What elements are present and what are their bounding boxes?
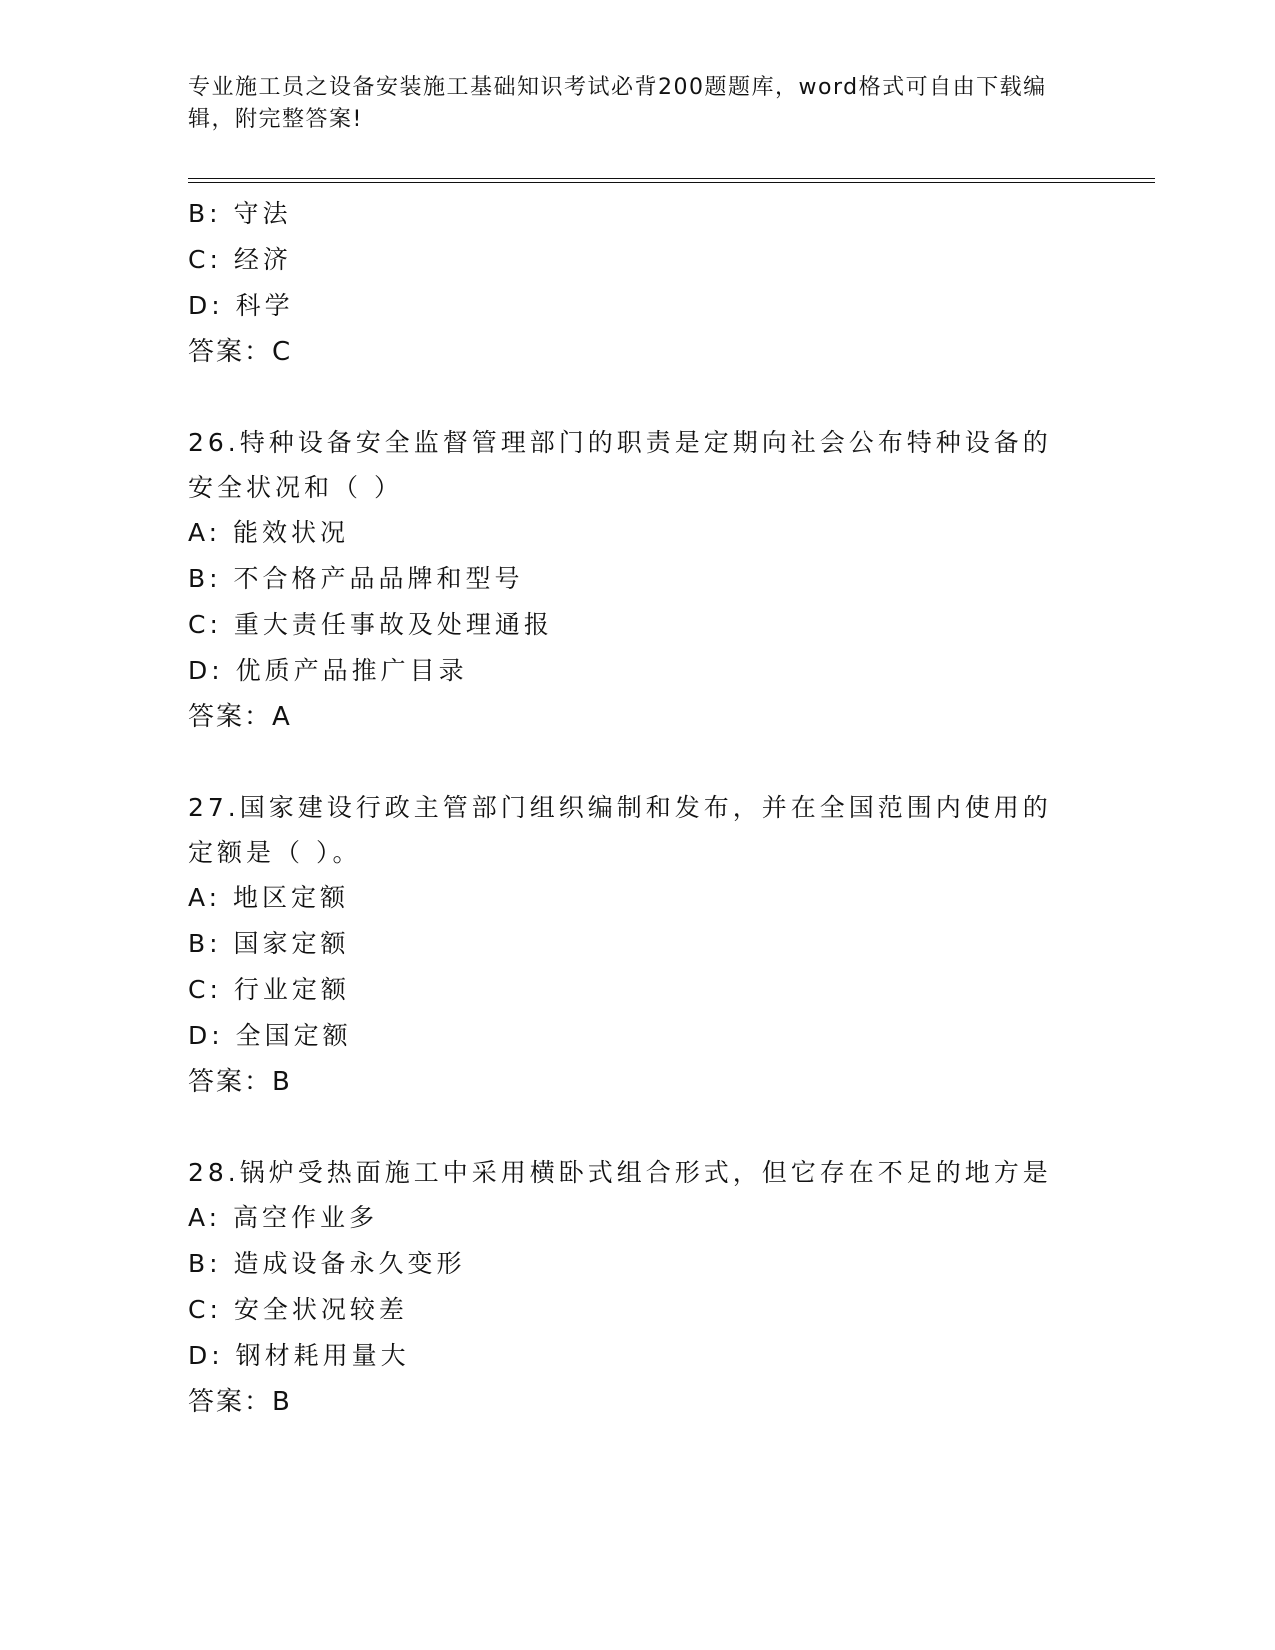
question-block bbox=[188, 1150, 1088, 1425]
option-d: D: 全国定额 bbox=[188, 1021, 352, 1050]
answer-value: C bbox=[272, 337, 293, 367]
option-c: C: 重大责任事故及处理通报 bbox=[188, 610, 553, 639]
question-list bbox=[188, 191, 1088, 1425]
question-block bbox=[188, 420, 1088, 740]
answer-label: 答案： bbox=[188, 337, 273, 367]
option-a: A: 高空作业多 bbox=[188, 1203, 379, 1232]
answer-label: 答案： bbox=[188, 1387, 273, 1417]
answer-value: B bbox=[272, 1387, 292, 1417]
option-c: C: 安全状况较差 bbox=[188, 1295, 408, 1324]
answer-line bbox=[188, 1059, 1088, 1105]
option-c: C: 经济 bbox=[188, 245, 292, 274]
answer-value: B bbox=[272, 1067, 292, 1097]
answer-value: A bbox=[272, 702, 292, 732]
option-b: B: 不合格产品品牌和型号 bbox=[188, 564, 524, 593]
question-stem: 28.锅炉受热面施工中采用横卧式组合形式，但它存在不足的地方是 bbox=[188, 1158, 1052, 1187]
document-header-title: 专业施工员之设备安装施工基础知识考试必背200题题库，word格式可自由下载编辑，附完整答案! bbox=[188, 75, 1047, 132]
question-block bbox=[188, 191, 1088, 375]
header-divider-top bbox=[188, 178, 1155, 179]
answer-line bbox=[188, 329, 1088, 375]
question-stem: 27.国家建设行政主管部门组织编制和发布，并在全国范围内使用的定额是（ ）。 bbox=[188, 793, 1052, 867]
answer-line bbox=[188, 1379, 1088, 1425]
option-c: C: 行业定额 bbox=[188, 975, 350, 1004]
question-block bbox=[188, 785, 1088, 1105]
option-d: D: 优质产品推广目录 bbox=[188, 656, 468, 685]
option-a: A: 能效状况 bbox=[188, 518, 350, 547]
option-a: A: 地区定额 bbox=[188, 883, 350, 912]
option-b: B: 造成设备永久变形 bbox=[188, 1249, 466, 1278]
header-divider-bottom bbox=[188, 182, 1155, 183]
option-d: D: 钢材耗用量大 bbox=[188, 1341, 410, 1370]
option-b: B: 国家定额 bbox=[188, 929, 350, 958]
answer-label: 答案： bbox=[188, 702, 273, 732]
answer-label: 答案： bbox=[188, 1067, 273, 1097]
option-b: B: 守法 bbox=[188, 199, 292, 228]
option-d: D: 科学 bbox=[188, 291, 294, 320]
question-stem: 26.特种设备安全监督管理部门的职责是定期向社会公布特种设备的安全状况和（ ） bbox=[188, 428, 1052, 502]
answer-line bbox=[188, 694, 1088, 740]
